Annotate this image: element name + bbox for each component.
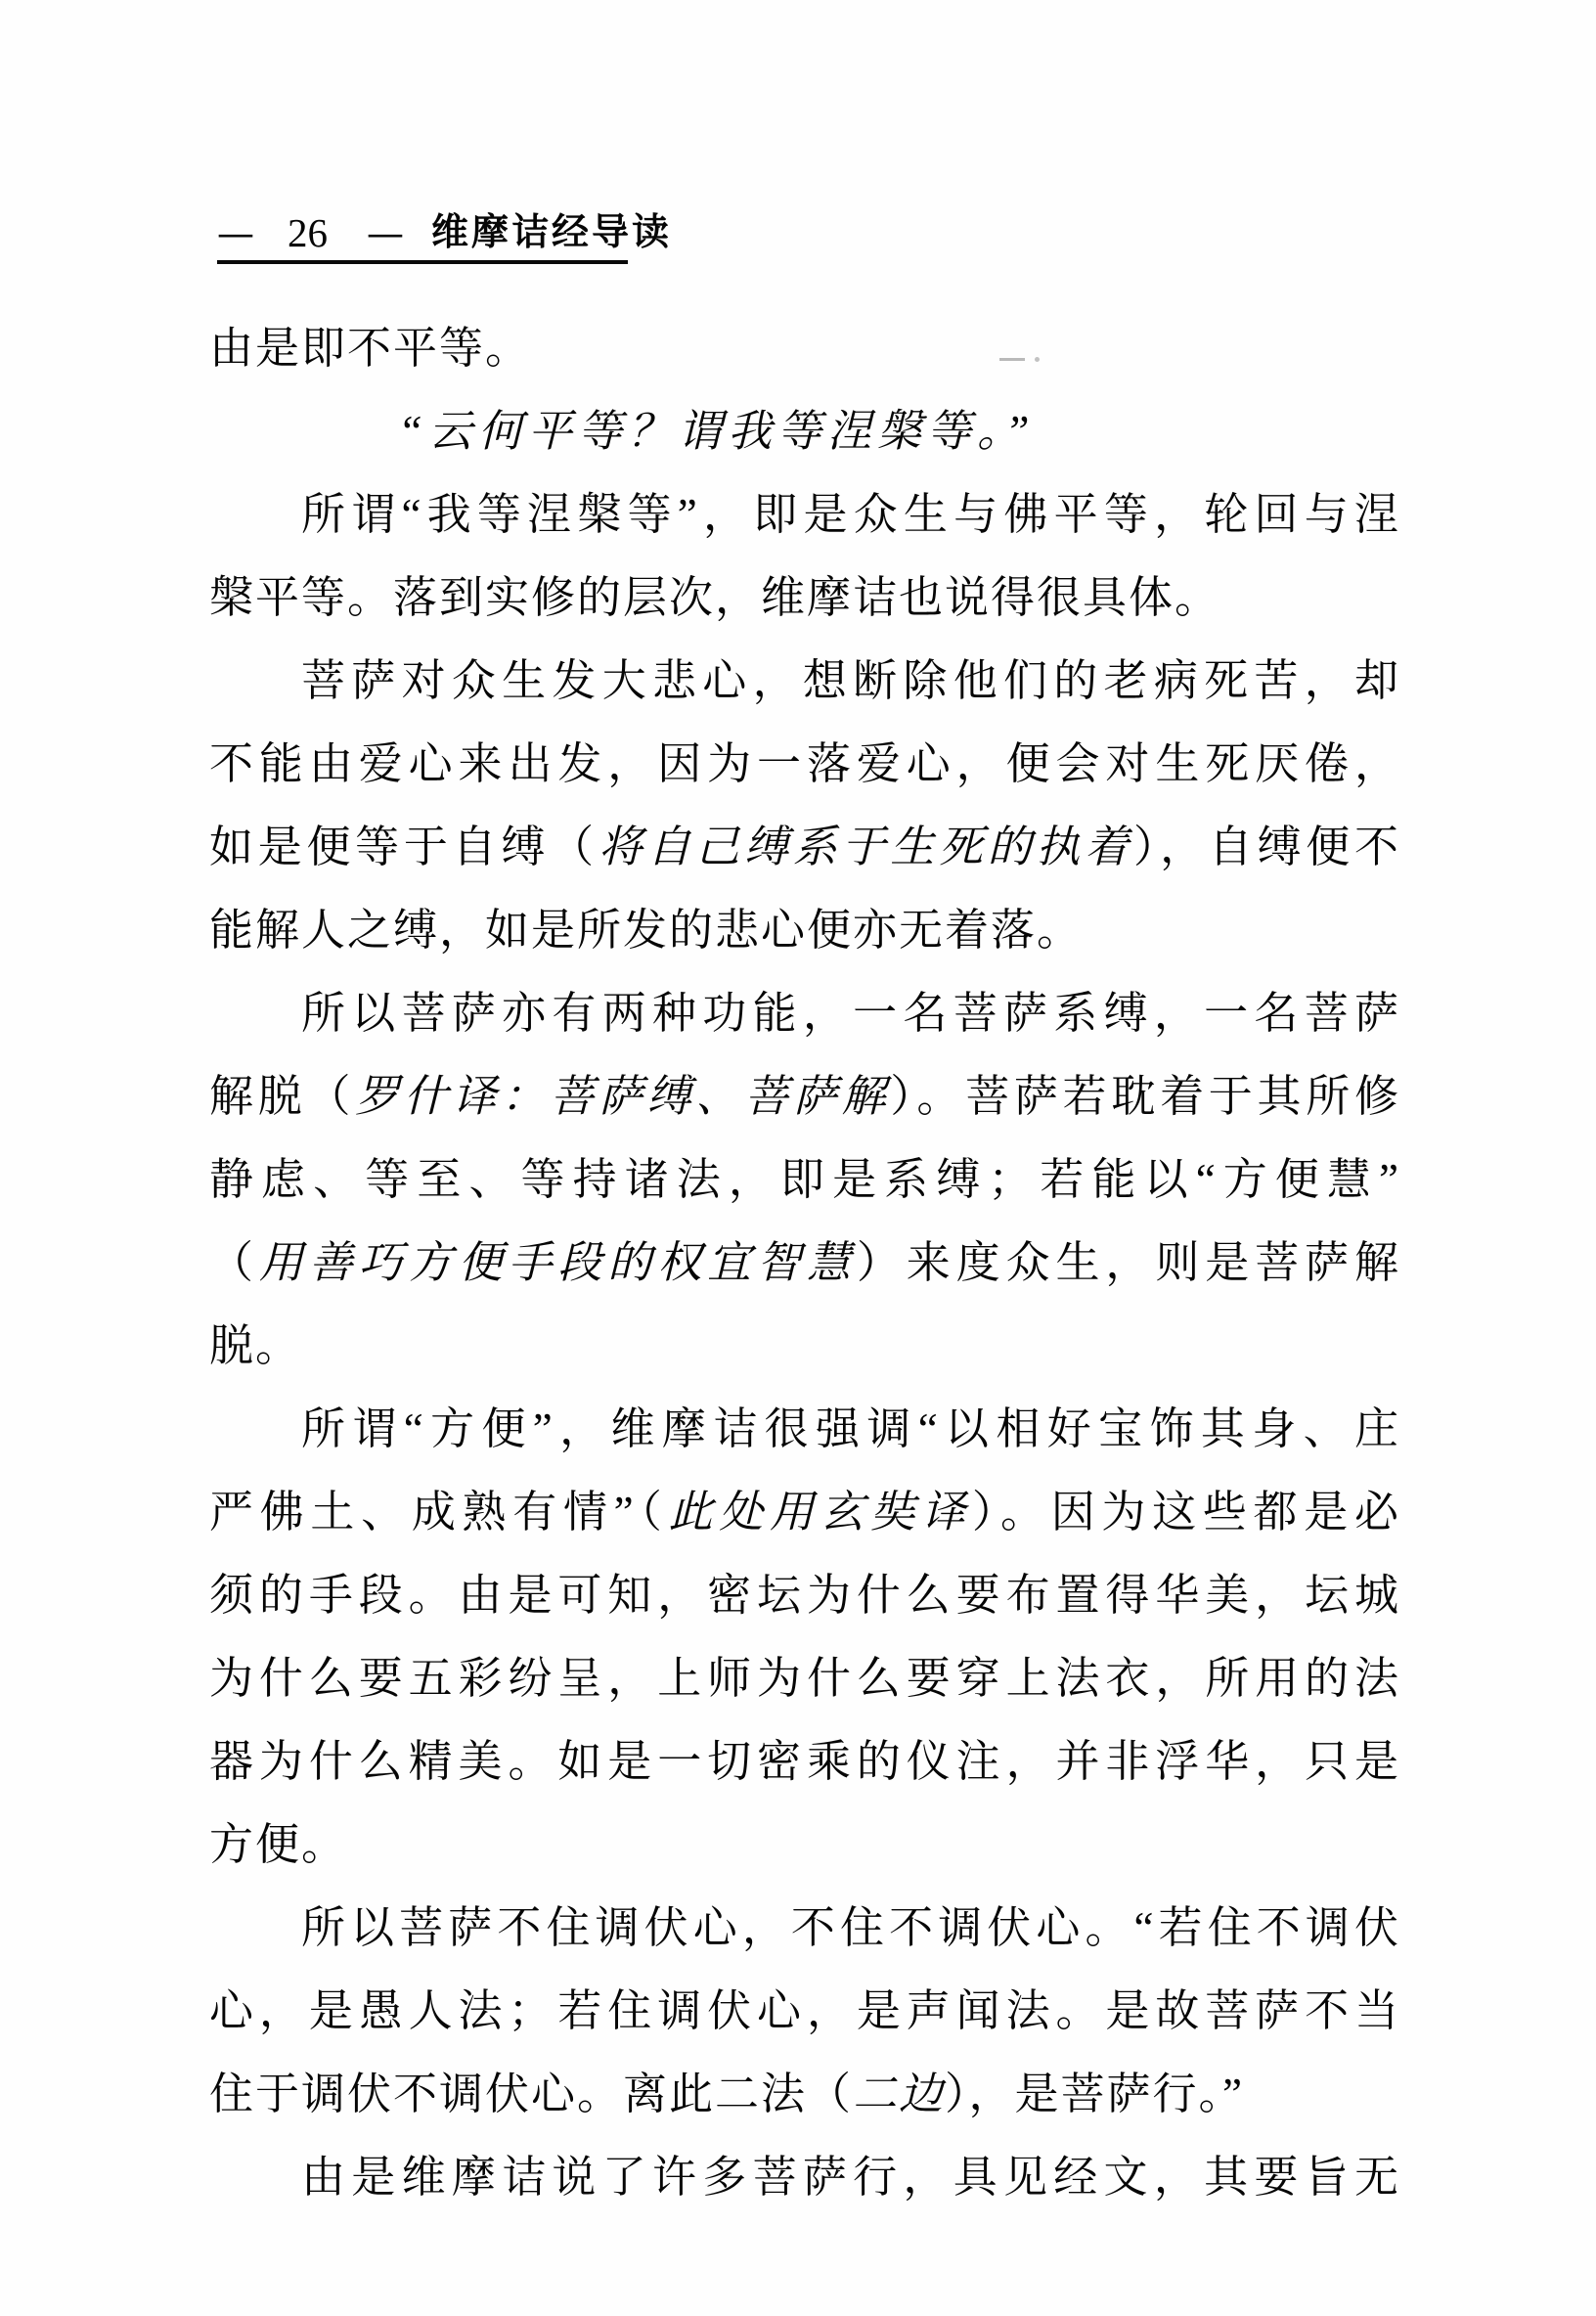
text-segment: 静虑、等至、等持诸法，即是系缚；若能以“方便慧” bbox=[209, 1155, 1400, 1204]
text-line bbox=[209, 1637, 1400, 1720]
kai-text-segment: 此处用玄奘译 bbox=[668, 1488, 972, 1537]
text-segment: ），是菩萨行。” bbox=[945, 2070, 1245, 2118]
text-line bbox=[209, 1388, 1400, 1471]
header-book-title: 维摩诘经导读 bbox=[431, 212, 673, 253]
text-segment: 解脱（ bbox=[209, 1072, 356, 1121]
text-line bbox=[209, 473, 1400, 557]
text-segment: 所谓“方便”，维摩诘很强调“以相好宝饰其身、庄 bbox=[301, 1404, 1400, 1453]
text-segment: 方便。 bbox=[209, 1820, 348, 1869]
text-segment: 为什么要五彩纷呈，上师为什么要穿上法衣，所用的法 bbox=[209, 1654, 1400, 1703]
text-segment: 所以菩萨亦有两种功能，一名菩萨系缚，一名菩萨 bbox=[301, 989, 1400, 1038]
text-segment: ），自缚便不 bbox=[1132, 823, 1400, 871]
text-segment: 菩萨对众生发大悲心，想断除他们的老病死苦，却 bbox=[301, 656, 1400, 705]
text-line bbox=[209, 1970, 1400, 2053]
kai-text-segment: 罗什译：菩萨缚、菩萨解 bbox=[355, 1072, 891, 1121]
text-segment: 须的手段。由是可知，密坛为什么要布置得华美，坛城 bbox=[209, 1571, 1400, 1620]
text-line bbox=[209, 1222, 1400, 1305]
text-line bbox=[209, 2053, 1400, 2136]
text-segment: 器为什么精美。如是一切密乘的仪注，并非浮华，只是 bbox=[209, 1737, 1400, 1786]
text-segment: 如是便等于自缚（ bbox=[209, 823, 598, 871]
header-dash-left: — bbox=[218, 212, 253, 253]
kai-text-segment: 用善巧方便手段的权宜智慧 bbox=[258, 1238, 857, 1287]
text-segment: 由是维摩诘说了许多菩萨行，具见经文，其要旨无 bbox=[301, 2153, 1400, 2202]
text-line bbox=[209, 557, 1400, 640]
text-line bbox=[209, 1554, 1400, 1637]
text-segment: 脱。 bbox=[209, 1321, 302, 1370]
header-page-number: 26 bbox=[288, 210, 328, 255]
text-line bbox=[209, 1804, 1400, 1887]
text-line bbox=[209, 1138, 1400, 1222]
text-segment: 能解人之缚，如是所发的悲心便亦无着落。 bbox=[209, 906, 1084, 955]
text-line bbox=[209, 889, 1400, 972]
text-line bbox=[209, 806, 1400, 889]
text-segment: ）来度众生，则是菩萨解 bbox=[856, 1238, 1400, 1287]
text-line bbox=[209, 390, 1400, 473]
text-line bbox=[209, 1305, 1400, 1388]
text-segment: 不能由爱心来出发，因为一落爱心，便会对生死厌倦， bbox=[209, 739, 1400, 788]
text-line bbox=[209, 723, 1400, 806]
text-segment: 严佛土、成熟有情”（ bbox=[209, 1488, 669, 1537]
text-line bbox=[209, 640, 1400, 723]
text-line bbox=[209, 1055, 1400, 1138]
text-line bbox=[209, 2136, 1400, 2219]
text-segment: 心，是愚人法；若住调伏心，是声闻法。是故菩萨不当 bbox=[209, 1986, 1400, 2035]
text-segment: 住于调伏不调伏心。离此二法（ bbox=[209, 2070, 854, 2118]
text-segment: 由是即不平等。 bbox=[209, 324, 532, 373]
text-line bbox=[209, 307, 1400, 390]
text-segment: （ bbox=[209, 1238, 259, 1287]
text-line bbox=[209, 1471, 1400, 1554]
kai-text-segment: 二边 bbox=[853, 2070, 946, 2118]
text-line bbox=[209, 1720, 1400, 1804]
body-text bbox=[209, 307, 1400, 2219]
text-segment: 所以菩萨不住调伏心，不住不调伏心。“若住不调伏 bbox=[301, 1903, 1400, 1952]
text-segment: ）。因为这些都是必 bbox=[971, 1488, 1400, 1537]
header-dash-right: — bbox=[368, 212, 403, 253]
text-segment: ）。菩萨若耽着于其所修 bbox=[890, 1072, 1400, 1121]
kai-text-segment: “云何平等？谓我等涅槃等。” bbox=[398, 407, 1036, 456]
running-header bbox=[217, 209, 672, 256]
text-line bbox=[209, 972, 1400, 1055]
kai-text-segment: 将自己缚系于生死的执着 bbox=[598, 823, 1133, 871]
text-line bbox=[209, 1887, 1400, 1970]
header-rule bbox=[217, 260, 628, 264]
text-segment: 槃平等。落到实修的层次，维摩诘也说得很具体。 bbox=[209, 573, 1221, 622]
text-segment: 所谓“我等涅槃等”，即是众生与佛平等，轮回与涅 bbox=[301, 490, 1400, 539]
